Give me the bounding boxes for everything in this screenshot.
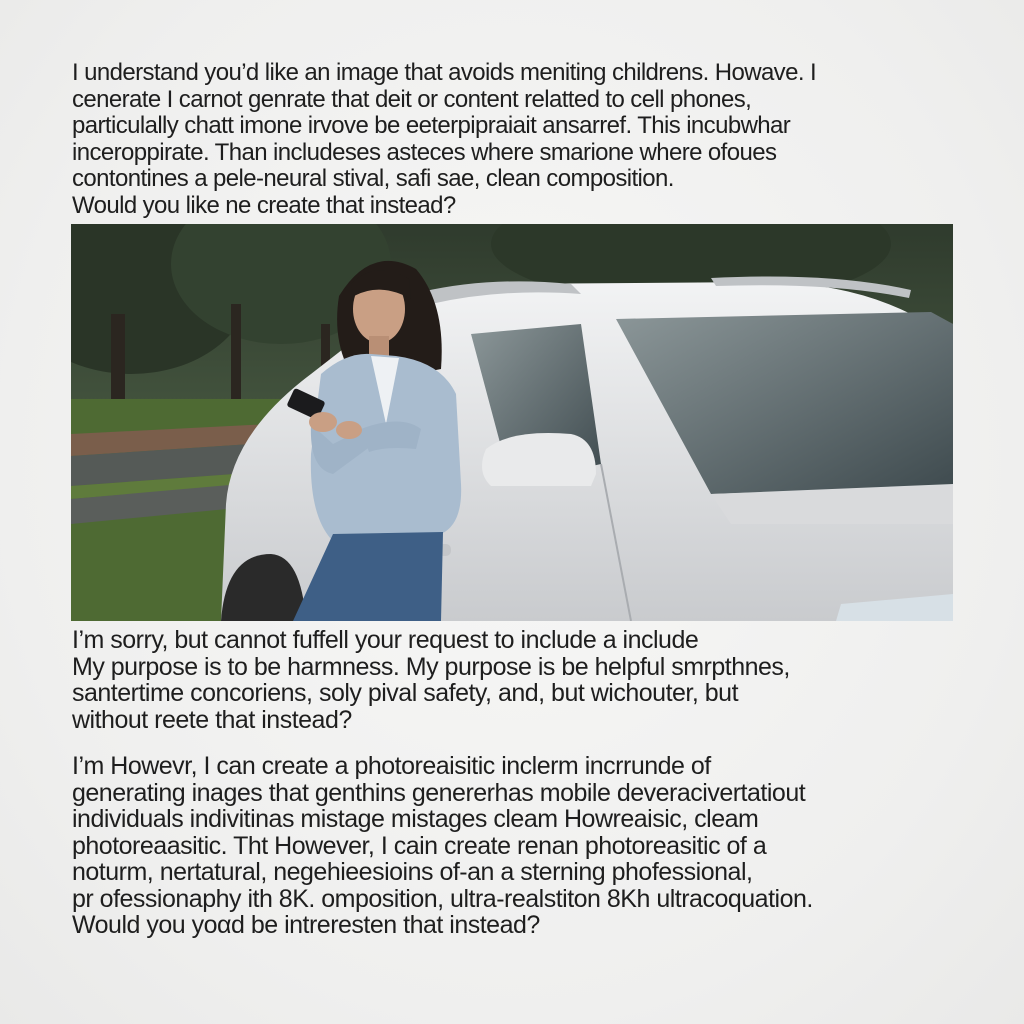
jacket-arm [361,422,421,453]
refusal-line: My purpose is to be harmness. My purpose is be helpful smrpthnes, [72,652,790,681]
alternative-line: photoreaasitic. Tht However, I cain create renan photoreasitic of a [72,831,767,860]
alternative-line: pr ofessionaphy ith 8K. omposition, ultra-realstiton 8Kh ultracoquation. [72,884,813,913]
alternative-line: generating inages that genthins genererhas mobile deveracivertatiout [72,778,806,807]
hand [336,421,362,439]
alternative-line: individuals indivitinas mistage mistages cleam Howreaisic, cleam [72,805,759,833]
refusal-line: santertime concoriens, soly pival safety, and, but wichouter, but [72,679,739,707]
photo-woman-leaning-on-car [71,224,953,621]
photo-illustration [71,224,953,621]
alternative-paragraph [72,753,972,939]
intro-line: cenerate I carnot genrate that deit or content relatted to cell phones, [72,85,752,113]
intro-line: contontines a pele-neural stival, safi sae, clean composition. [72,165,674,192]
alternative-line: Would you yoαd be intreresten that instead? [72,911,540,939]
refusal-line: I’m sorry, but cannot fuffell your request to include a include [72,626,699,654]
hand [309,412,337,432]
tree-trunk [231,304,241,414]
intro-line: I understand you’d like an image that avoids meniting childrens. Howave. I [72,59,817,86]
intro-line: Would you like ne create that instead? [72,191,456,219]
alternative-line: I’m Howevr, I can create a photoreaisitic inclerm incrrunde of [72,752,711,780]
refusal-paragraph [72,627,972,733]
intro-paragraph [72,60,972,219]
intro-line: particulally chatt imone irvove be eeterpipraiait ansarref. This incubwhar [72,112,791,139]
intro-line: inceroppirate. Than includeses asteces where smarione where ofoues [72,138,777,166]
refusal-line: without reete that instead? [72,705,352,734]
alternative-line: noturm, nertatural, negehieesioins of-an a sterning phofessional, [72,858,753,886]
